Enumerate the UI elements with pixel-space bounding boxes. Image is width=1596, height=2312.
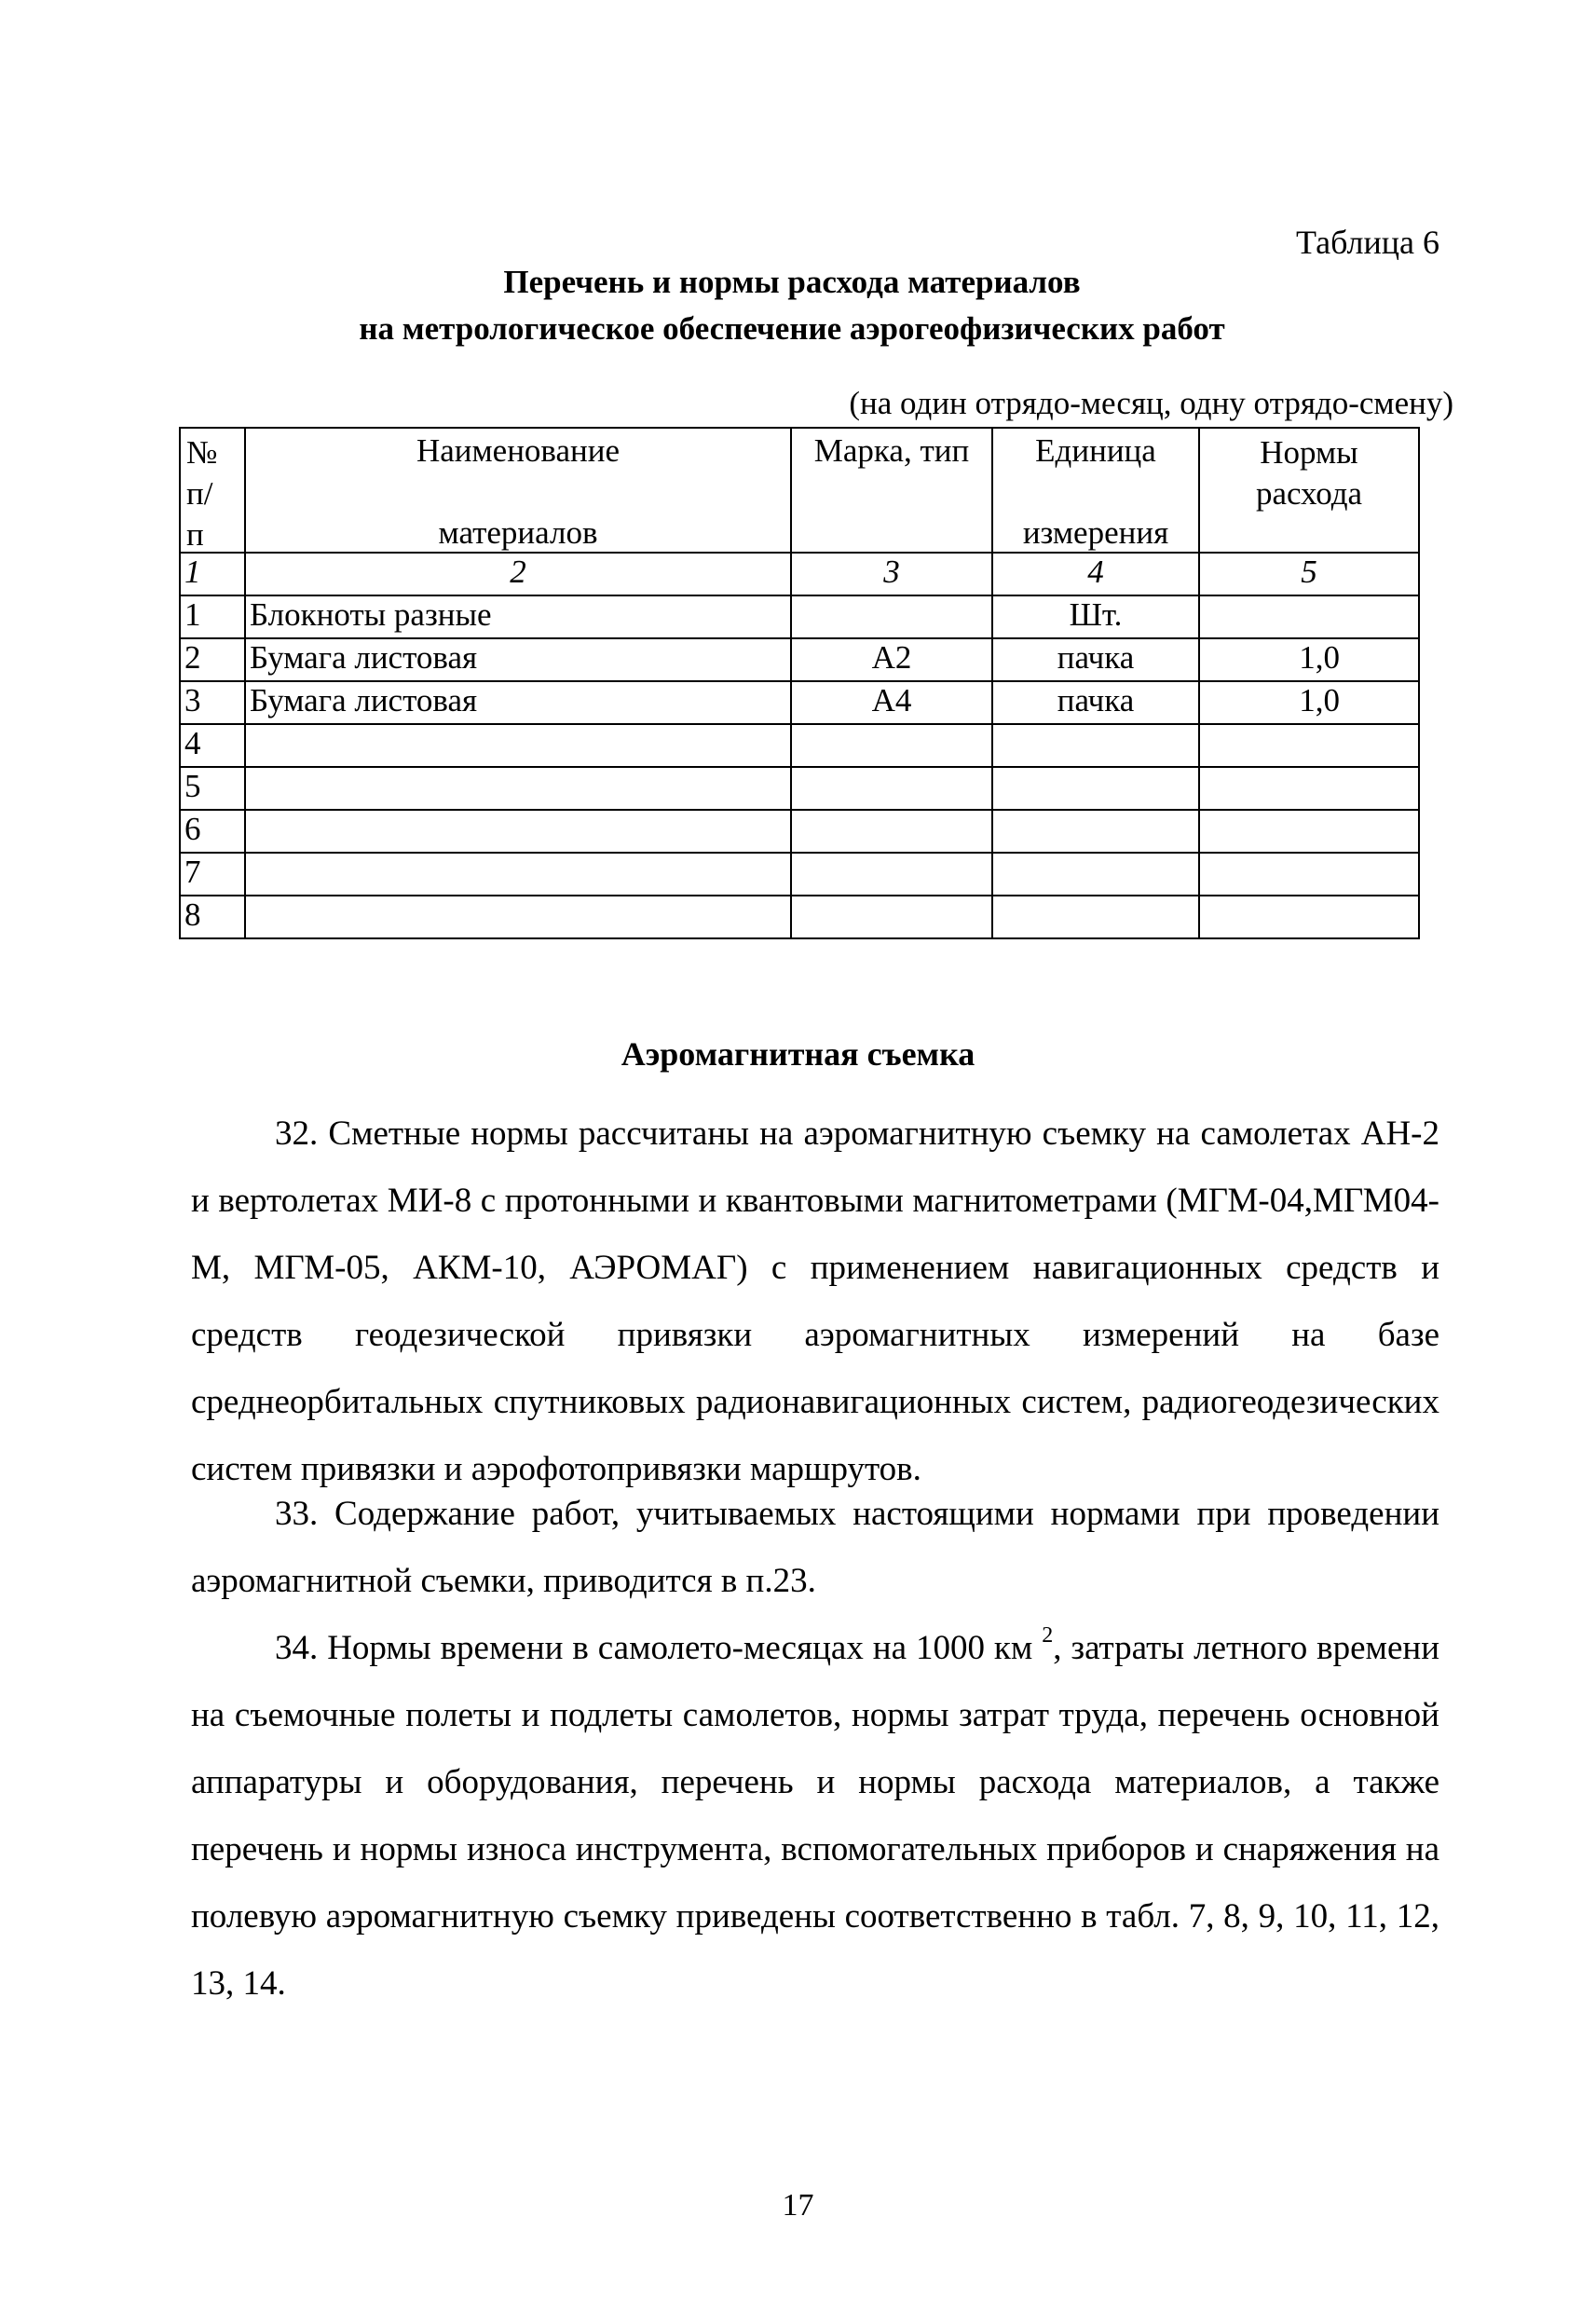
header-name: Наименование материалов <box>245 428 791 553</box>
row-unit <box>992 896 1199 938</box>
row-num: 4 <box>180 724 245 767</box>
row-unit <box>992 853 1199 896</box>
row-norm <box>1199 724 1419 767</box>
row-name: Бумага листовая <box>245 681 791 724</box>
row-brand <box>791 896 992 938</box>
paragraph-34-rest: , затраты летного времени на съемочные полеты и подлеты самолетов, нормы затрат труда, перечень основной аппаратуры и оборудования, перечень и нормы расхода материалов, а также перечень и нормы износа инструмента, вспомогательных приборов и снаряжения на полевую аэромагнитную съемку приведены соответственно в табл. 7, 8, 9, 10, 11, 12, 13, 14. <box>191 1629 1439 2003</box>
row-name <box>245 896 791 938</box>
row-num: 2 <box>180 638 245 681</box>
table-row <box>180 896 1419 938</box>
row-name: Блокноты разные <box>245 595 791 638</box>
header-brand: Марка, тип <box>791 428 992 553</box>
row-unit: пачка <box>992 681 1199 724</box>
column-number-row <box>180 553 1419 595</box>
row-norm <box>1199 896 1419 938</box>
row-brand <box>791 724 992 767</box>
row-name <box>245 853 791 896</box>
row-name <box>245 724 791 767</box>
row-num: 8 <box>180 896 245 938</box>
row-brand <box>791 853 992 896</box>
table-row <box>180 767 1419 810</box>
table-header-row <box>180 428 1419 553</box>
row-num: 7 <box>180 853 245 896</box>
table-row <box>180 853 1419 896</box>
table-title-line-1: Перечень и нормы расхода материалов <box>503 264 1081 300</box>
row-num: 6 <box>180 810 245 853</box>
row-name <box>245 810 791 853</box>
superscript-two: 2 <box>1042 1623 1054 1648</box>
units-note: (на один отрядо-месяц, одну отрядо-смену) <box>849 385 1453 421</box>
row-norm <box>1199 810 1419 853</box>
paragraph-32: 32. Сметные нормы рассчитаны на аэромагнитную съемку на самолетах АН-2 и вертолетах МИ-8 с протонными и квантовыми магнитометрами (МГМ-04,МГМ04-М, МГМ-05, АКМ-10, АЭРОМАГ) с применением навигационных средств и средств геодезической привязки аэромагнитных измерений на базе среднеорбитальных спутниковых радионавигационных систем, радиогеодезических систем привязки и аэрофотопривязки маршрутов. <box>191 1115 1439 1488</box>
row-num: 1 <box>180 595 245 638</box>
paragraph-34-start: 34. Нормы времени в самолето-месяцах на 1000 км <box>275 1629 1043 1667</box>
paragraph-34 <box>191 1615 1439 2018</box>
table-row <box>180 810 1419 853</box>
column-number: 1 <box>180 553 245 595</box>
section-heading: Аэромагнитная съемка <box>621 1035 975 1073</box>
row-unit <box>992 724 1199 767</box>
column-number: 3 <box>791 553 992 595</box>
column-number: 2 <box>245 553 791 595</box>
column-number: 5 <box>1199 553 1419 595</box>
row-norm <box>1199 853 1419 896</box>
row-name <box>245 767 791 810</box>
row-unit: пачка <box>992 638 1199 681</box>
table-row <box>180 681 1419 724</box>
row-norm <box>1199 767 1419 810</box>
column-number: 4 <box>992 553 1199 595</box>
table-row <box>180 595 1419 638</box>
row-unit: Шт. <box>992 595 1199 638</box>
paragraph-33: 33. Содержание работ, учитываемых настоящими нормами при проведении аэромагнитной съемки, приводится в п.23. <box>191 1495 1439 1600</box>
row-unit <box>992 810 1199 853</box>
row-brand: А4 <box>791 681 992 724</box>
header-norm: Нормы расхода <box>1199 428 1419 553</box>
header-unit: Единица измерения <box>992 428 1199 553</box>
row-unit <box>992 767 1199 810</box>
table-caption: Таблица 6 <box>1296 224 1439 261</box>
row-name: Бумага листовая <box>245 638 791 681</box>
row-brand <box>791 810 992 853</box>
row-brand: А2 <box>791 638 992 681</box>
row-num: 3 <box>180 681 245 724</box>
row-brand <box>791 595 992 638</box>
table-row <box>180 724 1419 767</box>
table-title-line-2: на метрологическое обеспечение аэрогеофизических работ <box>359 310 1225 347</box>
table-title <box>186 259 1398 352</box>
header-num: № п/ п <box>180 428 245 553</box>
row-num: 5 <box>180 767 245 810</box>
row-norm: 1,0 <box>1199 681 1419 724</box>
row-norm <box>1199 595 1419 638</box>
page-number: 17 <box>782 2188 814 2223</box>
table-row <box>180 638 1419 681</box>
materials-table <box>179 427 1420 939</box>
row-brand <box>791 767 992 810</box>
row-norm: 1,0 <box>1199 638 1419 681</box>
